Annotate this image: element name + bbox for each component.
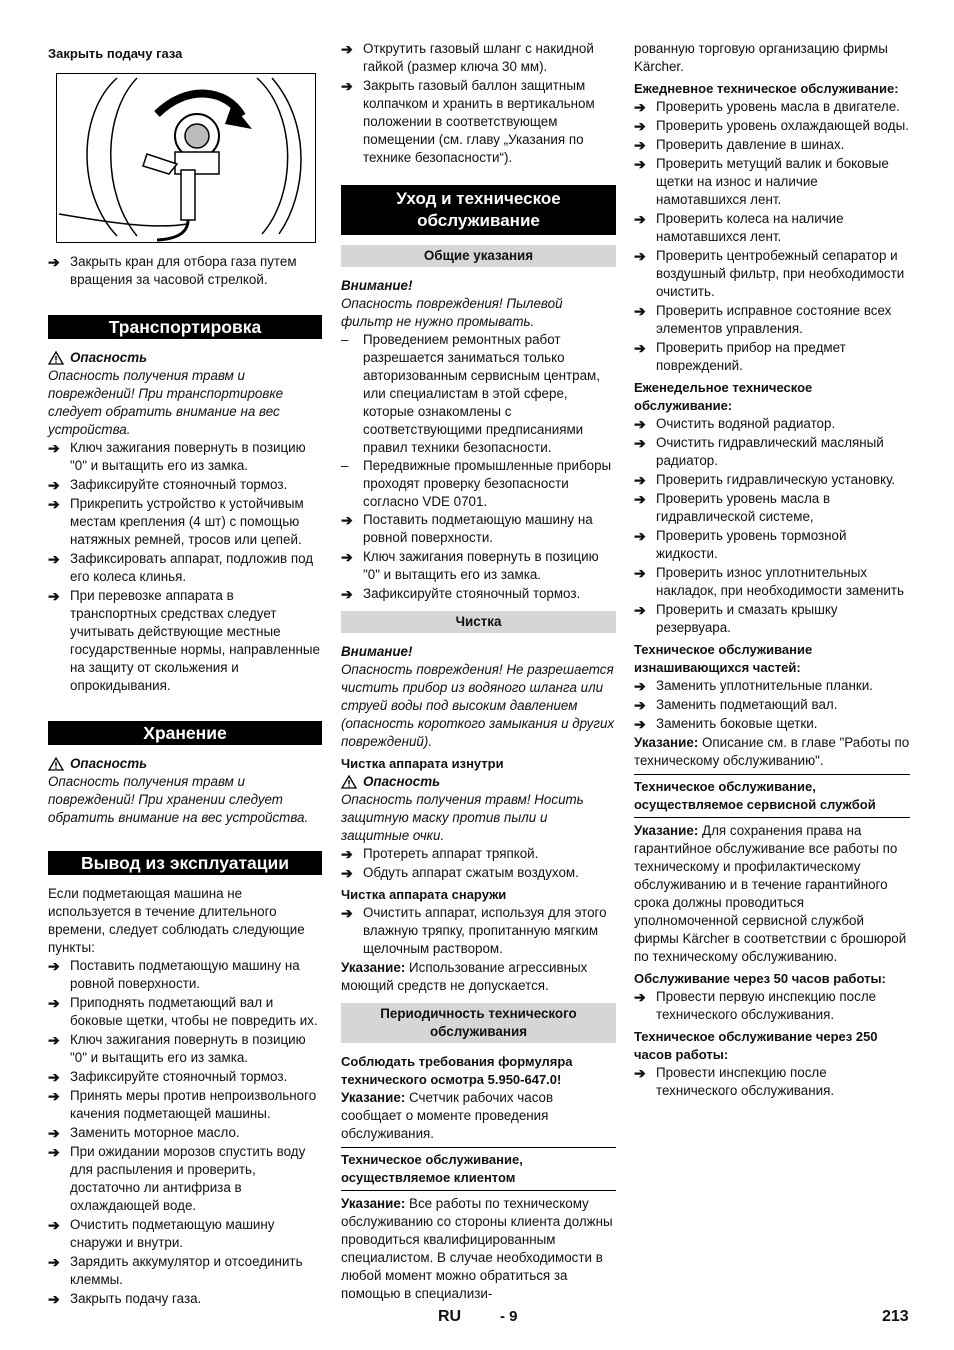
cleaning-inside-heading: Чистка аппарата изнутри bbox=[341, 756, 504, 771]
list-item-text: Ключ зажигания повернуть в позицию "0" и вытащить его из замка. bbox=[363, 549, 599, 582]
list-item bbox=[634, 247, 910, 301]
arrow-right-icon: ➔ bbox=[48, 995, 60, 1011]
section-title-close-gas: Закрыть подачу газа bbox=[48, 46, 183, 61]
arrow-right-icon: ➔ bbox=[48, 1291, 60, 1307]
arrow-right-icon: ➔ bbox=[48, 1254, 60, 1270]
column-1 bbox=[48, 40, 322, 1309]
gas-hose-steps bbox=[341, 40, 616, 167]
list-item-text: Ключ зажигания повернуть в позицию "0" и вытащить его из замка. bbox=[70, 1032, 306, 1065]
arrow-right-icon: ➔ bbox=[634, 211, 646, 227]
list-item-text: Закрыть подачу газа. bbox=[70, 1291, 202, 1306]
list-item bbox=[48, 1087, 322, 1123]
list-item-text: Проверить гидравлическую установку. bbox=[656, 472, 896, 487]
list-item bbox=[634, 601, 910, 637]
arrow-right-icon: ➔ bbox=[48, 958, 60, 974]
heading-decommission: Вывод из эксплуатации bbox=[48, 851, 322, 875]
list-item-text: Проверить уровень тормозной жидкости. bbox=[656, 528, 847, 561]
service-note: Указание: Для сохранения права на гарантийное обслуживание все работы по техническому и профилактическому обслуживанию и в течение гарантийного срока должны проводиться уполномоченной сервисной службой фирмы Kärcher в соответствии с брошюрой по техническому обслуживанию. bbox=[634, 823, 907, 964]
list-item bbox=[634, 988, 910, 1024]
list-item bbox=[48, 1253, 322, 1289]
list-item-text: Передвижные промышленные приборы проходят проверку безопасности согласно VDE 0701. bbox=[363, 458, 612, 509]
warning-triangle-icon bbox=[48, 757, 64, 771]
heading-care-maintenance: Уход и техническое обслуживание bbox=[341, 185, 616, 235]
general-attention-text: Опасность повреждения! Пылевой фильтр не нужно промывать. bbox=[341, 296, 563, 329]
list-item bbox=[634, 715, 910, 733]
arrow-right-icon: ➔ bbox=[48, 1144, 60, 1160]
list-item-text: Проверить метущий валик и боковые щетки на износ и наличие намотавшихся лент. bbox=[656, 156, 889, 207]
list-item-text: Поставить подметающую машину на ровной поверхности. bbox=[70, 958, 300, 991]
list-item bbox=[634, 471, 910, 489]
service-250h-heading: Техническое обслуживание через 250 часов работы: bbox=[634, 1029, 878, 1062]
list-item bbox=[634, 136, 910, 154]
cleaning-attention-text: Опасность повреждения! Не разрешается чистить прибор из водяного шланга или струей воды под высоким давлением (опасность короткого замыкания и других повреждений). bbox=[341, 662, 615, 749]
list-item bbox=[341, 904, 616, 958]
list-item bbox=[634, 527, 910, 563]
arrow-right-icon: ➔ bbox=[48, 477, 60, 493]
arrow-right-icon: ➔ bbox=[341, 865, 353, 881]
list-item-text: Зафиксируйте стояночный тормоз. bbox=[70, 477, 288, 492]
column-3 bbox=[634, 40, 910, 1101]
list-item bbox=[48, 1031, 322, 1067]
list-item-text: Провести инспекцию после технического обслуживания. bbox=[656, 1065, 835, 1098]
cleaning-outside-steps bbox=[341, 904, 616, 958]
list-item-text: Проверить уровень масла в гидравлической системе, bbox=[656, 491, 831, 524]
storage-danger: Опасность bbox=[48, 755, 322, 773]
general-dash-list bbox=[341, 331, 616, 511]
heading-cleaning: Чистка bbox=[341, 611, 616, 633]
list-item-text: Проверить износ уплотнительных накладок, при необходимости заменить bbox=[656, 565, 904, 598]
list-item bbox=[48, 994, 322, 1030]
arrow-right-icon: ➔ bbox=[634, 989, 646, 1005]
footer-page-local: - 9 bbox=[500, 1308, 518, 1325]
list-item-text: Проверить центробежный сепаратор и воздушный фильтр, при необходимости очистить. bbox=[656, 248, 905, 299]
list-item-text: Зафиксировать аппарат, подложив под его колеса клинья. bbox=[70, 551, 314, 584]
list-item bbox=[634, 434, 910, 470]
close-valve-step: ➔ Закрыть кран для отбора газа путем вращения за часовой стрелкой. bbox=[48, 254, 297, 287]
arrow-right-icon: ➔ bbox=[634, 416, 646, 432]
periodicity-note: Указание: Счетчик рабочих часов сообщает о моменте проведения обслуживания. bbox=[341, 1090, 554, 1141]
list-item bbox=[634, 415, 910, 433]
list-item-text: Проверить исправное состояние всех элементов управления. bbox=[656, 303, 892, 336]
heading-general-notes: Общие указания bbox=[341, 245, 616, 267]
continued-text: рованную торговую организацию фирмы Kärcher. bbox=[634, 41, 888, 74]
list-item-text: Проверить прибор на предмет повреждений. bbox=[656, 340, 846, 373]
arrow-right-icon: ➔ bbox=[341, 512, 353, 528]
footer-page-number: 213 bbox=[882, 1308, 909, 1325]
transport-danger-text: Опасность получения травм и повреждений! При транспортировке следует обратить внимание на вес устройства. bbox=[48, 368, 284, 437]
list-item bbox=[634, 696, 910, 714]
list-item bbox=[634, 98, 910, 116]
list-item-text: Очистить водяной радиатор. bbox=[656, 416, 836, 431]
column-2 bbox=[341, 40, 616, 1303]
arrow-right-icon: ➔ bbox=[341, 846, 353, 862]
list-item bbox=[634, 677, 910, 695]
gas-valve-illustration bbox=[56, 73, 316, 243]
storage-danger-text: Опасность получения травм и повреждений! При хранении следует обратить внимание на вес устройства. bbox=[48, 774, 309, 825]
list-item-text: Провести первую инспекцию после технического обслуживания. bbox=[656, 989, 877, 1022]
list-item-text: Заменить уплотнительные планки. bbox=[656, 678, 873, 693]
arrow-right-icon: ➔ bbox=[634, 118, 646, 134]
wear-steps bbox=[634, 677, 910, 733]
list-item-text: Открутить газовый шланг с накидной гайкой (размер ключа 30 мм). bbox=[363, 41, 594, 74]
arrow-right-icon: ➔ bbox=[341, 905, 353, 921]
arrow-right-icon: ➔ bbox=[634, 340, 646, 356]
list-item-text: Зафиксируйте стояночный тормоз. bbox=[363, 586, 581, 601]
list-item bbox=[634, 564, 910, 600]
arrow-right-icon: ➔ bbox=[48, 1125, 60, 1141]
cleaning-danger-text: Опасность получения травм! Носить защитную маску против пыли и защитные очки. bbox=[341, 792, 584, 843]
list-item-text: Ключ зажигания повернуть в позицию "0" и вытащить его из замка. bbox=[70, 440, 306, 473]
weekly-heading: Еженедельное техническое обслуживание: bbox=[634, 380, 813, 413]
list-item-text: Проверить уровень масла в двигателе. bbox=[656, 99, 900, 114]
cleaning-note: Указание: Использование агрессивных моющий средств не допускается. bbox=[341, 960, 588, 993]
list-item bbox=[48, 1124, 322, 1142]
general-attention: Внимание! bbox=[341, 278, 413, 293]
list-item-text: Обдуть аппарат сжатым воздухом. bbox=[363, 865, 579, 880]
list-item bbox=[48, 495, 322, 549]
list-item bbox=[48, 550, 322, 586]
warning-triangle-icon bbox=[341, 775, 357, 789]
arrow-right-icon: ➔ bbox=[341, 41, 353, 57]
arrow-right-icon: ➔ bbox=[48, 1032, 60, 1048]
list-item bbox=[48, 587, 322, 695]
list-item bbox=[48, 1068, 322, 1086]
general-steps bbox=[341, 511, 616, 603]
arrow-right-icon: ➔ bbox=[634, 248, 646, 264]
list-item bbox=[634, 117, 910, 135]
list-item-text: Заменить боковые щетки. bbox=[656, 716, 818, 731]
heading-transport: Транспортировка bbox=[48, 315, 322, 339]
list-item bbox=[634, 339, 910, 375]
arrow-right-icon: ➔ bbox=[48, 551, 60, 567]
list-item bbox=[48, 476, 322, 494]
arrow-right-icon: ➔ bbox=[48, 440, 60, 456]
list-item bbox=[341, 864, 616, 882]
arrow-right-icon: ➔ bbox=[341, 78, 353, 94]
list-item bbox=[341, 331, 616, 457]
client-maintenance-heading: Техническое обслуживание, осуществляемое клиентом bbox=[341, 1147, 616, 1191]
list-item-text: Проверить колеса на наличие намотавшихся лент. bbox=[656, 211, 844, 244]
list-item-text: При ожидании морозов спустить воду для распыления и проверить, достаточно ли антифриза в охлаждающей воде. bbox=[70, 1144, 306, 1213]
list-item-text: Проверить и смазать крышку резервуара. bbox=[656, 602, 838, 635]
heading-storage: Хранение bbox=[48, 721, 322, 745]
arrow-right-icon: ➔ bbox=[48, 588, 60, 604]
cleaning-attention: Внимание! bbox=[341, 644, 413, 659]
arrow-right-icon: ➔ bbox=[634, 716, 646, 732]
cleaning-danger: Опасность bbox=[341, 773, 616, 791]
list-item-text: Очистить гидравлический масляный радиатор. bbox=[656, 435, 884, 468]
list-item bbox=[48, 1290, 322, 1308]
list-item bbox=[341, 457, 616, 511]
arrow-right-icon: ➔ bbox=[634, 602, 646, 618]
daily-steps bbox=[634, 98, 910, 375]
list-item-text: Заменить моторное масло. bbox=[70, 1125, 240, 1140]
list-item-text: При перевозке аппарата в транспортных средствах следует учитывать действующие местные государственные нормы, направленные на защиту от скольжения и опрокидывания. bbox=[70, 588, 320, 693]
list-item-text: Принять меры против непроизвольного качения подметающей машины. bbox=[70, 1088, 317, 1121]
footer-language: RU bbox=[438, 1308, 462, 1325]
list-item-text: Зарядить аккумулятор и отсоединить клеммы. bbox=[70, 1254, 303, 1287]
daily-heading: Ежедневное техническое обслуживание: bbox=[634, 81, 899, 96]
cleaning-inside-steps bbox=[341, 845, 616, 882]
list-item-text: Закрыть газовый баллон защитным колпачком и хранить в вертикальном положении в соответствующем помещении (см. главу „Указания по технике безопасности“). bbox=[363, 78, 595, 165]
arrow-right-icon: ➔ bbox=[634, 156, 646, 172]
warning-triangle-icon bbox=[48, 351, 64, 365]
dash-marker: – bbox=[341, 332, 349, 347]
arrow-right-icon: ➔ bbox=[634, 528, 646, 544]
heading-periodicity: Периодичность технического обслуживания bbox=[341, 1003, 616, 1043]
service-50h-heading: Обслуживание через 50 часов работы: bbox=[634, 971, 886, 986]
list-item bbox=[48, 439, 322, 475]
arrow-right-icon: ➔ bbox=[634, 1065, 646, 1081]
transport-danger: Опасность bbox=[48, 349, 322, 367]
arrow-right-icon: ➔ bbox=[341, 549, 353, 565]
arrow-right-icon: ➔ bbox=[341, 586, 353, 602]
list-item bbox=[634, 302, 910, 338]
wear-note: Указание: Описание см. в главе "Работы по техническому обслуживанию". bbox=[634, 735, 910, 768]
list-item-text: Зафиксируйте стояночный тормоз. bbox=[70, 1069, 288, 1084]
list-item bbox=[48, 1216, 322, 1252]
arrow-right-icon: ➔ bbox=[48, 496, 60, 512]
arrow-right-icon: ➔ bbox=[634, 137, 646, 153]
list-item bbox=[634, 210, 910, 246]
list-item bbox=[341, 40, 616, 76]
service-50h-steps bbox=[634, 988, 910, 1024]
list-item-text: Очистить аппарат, используя для этого влажную тряпку, пропитанную мягким щелочным раствором. bbox=[363, 905, 607, 956]
list-item bbox=[48, 1143, 322, 1215]
list-item bbox=[634, 155, 910, 209]
arrow-right-icon: ➔ bbox=[634, 303, 646, 319]
list-item-text: Заменить подметающий вал. bbox=[656, 697, 838, 712]
list-item-text: Приподнять подметающий вал и боковые щетки, чтобы не повредить их. bbox=[70, 995, 318, 1028]
list-item-text: Прикрепить устройство к устойчивым местам крепления (4 шт) с помощью натяжных ремней, тросов или цепей. bbox=[70, 496, 304, 547]
list-item-text: Проверить давление в шинах. bbox=[656, 137, 845, 152]
list-item bbox=[341, 585, 616, 603]
list-item bbox=[634, 490, 910, 526]
weekly-steps bbox=[634, 415, 910, 637]
arrow-right-icon: ➔ bbox=[634, 697, 646, 713]
decommission-intro: Если подметающая машина не используется в течение длительного времени, следует соблюдать следующие пункты: bbox=[48, 886, 305, 955]
list-item-text: Проведением ремонтных работ разрешается заниматься только авторизованным сервисным центрам, или специалистам в этой сфере, которые ознакомлены с соответствующими предписаниями правил техники безопасности. bbox=[363, 332, 600, 455]
arrow-right-icon: ➔ bbox=[634, 435, 646, 451]
dash-marker: – bbox=[341, 458, 349, 473]
arrow-right-icon: ➔ bbox=[634, 491, 646, 507]
list-item-text: Протереть аппарат тряпкой. bbox=[363, 846, 539, 861]
cleaning-outside-heading: Чистка аппарата снаружи bbox=[341, 887, 507, 902]
list-item-text: Очистить подметающую машину снаружи и внутри. bbox=[70, 1217, 275, 1250]
periodicity-subheading: Соблюдать требования формуляра технического осмотра 5.950-647.0! bbox=[341, 1054, 573, 1087]
arrow-right-icon: ➔ bbox=[634, 678, 646, 694]
arrow-right-icon: ➔ bbox=[634, 472, 646, 488]
service-heading: Техническое обслуживание, осуществляемое сервисной службой bbox=[634, 774, 910, 818]
list-item bbox=[634, 1064, 910, 1100]
transport-steps bbox=[48, 439, 322, 695]
list-item bbox=[341, 845, 616, 863]
arrow-right-icon: ➔ bbox=[48, 1069, 60, 1085]
list-item bbox=[48, 957, 322, 993]
client-maintenance-note: Указание: Все работы по техническому обслуживанию со стороны клиента должны проводиться квалифицированным специалистом. В случае необходимости в любой момент можно обратиться за помощью в специализи- bbox=[341, 1196, 613, 1301]
service-250h-steps bbox=[634, 1064, 910, 1100]
arrow-right-icon: ➔ bbox=[48, 254, 60, 270]
list-item-text: Поставить подметающую машину на ровной поверхности. bbox=[363, 512, 593, 545]
list-item bbox=[341, 77, 616, 167]
arrow-right-icon: ➔ bbox=[634, 565, 646, 581]
arrow-right-icon: ➔ bbox=[48, 1217, 60, 1233]
arrow-right-icon: ➔ bbox=[48, 1088, 60, 1104]
list-item-text: Проверить уровень охлаждающей воды. bbox=[656, 118, 909, 133]
wear-heading: Техническое обслуживание изнашивающихся частей: bbox=[634, 642, 813, 675]
list-item bbox=[341, 548, 616, 584]
arrow-right-icon: ➔ bbox=[634, 99, 646, 115]
list-item bbox=[341, 511, 616, 547]
decommission-steps bbox=[48, 957, 322, 1308]
